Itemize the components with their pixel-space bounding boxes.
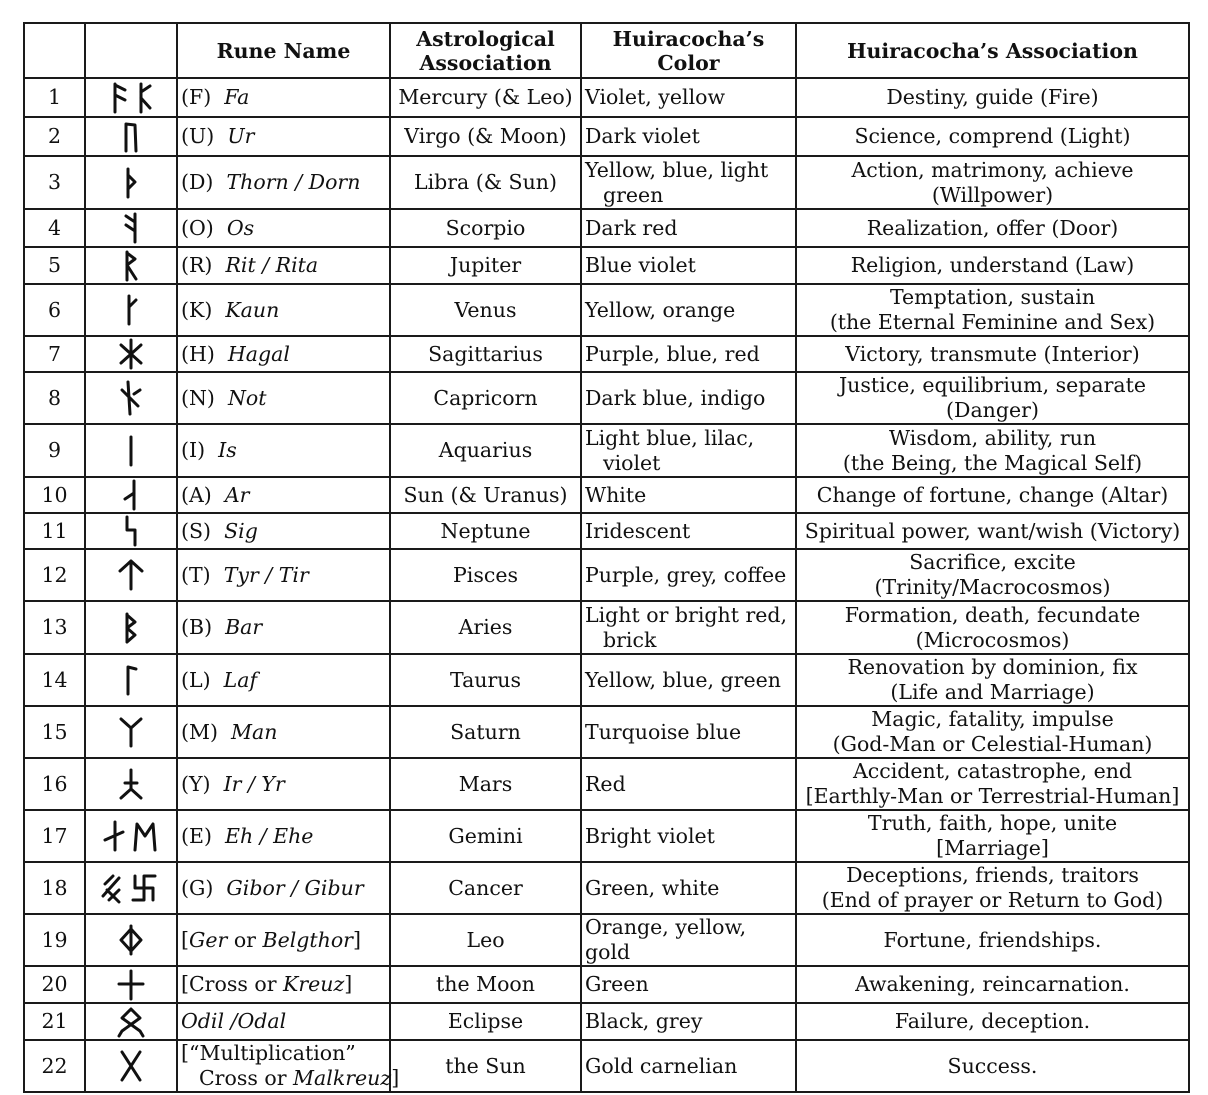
- row-number: 9: [24, 424, 85, 477]
- astrological-association: Cancer: [390, 862, 581, 914]
- rune-man-icon: [116, 715, 146, 749]
- huiracocha-color: [581, 1040, 796, 1092]
- rune-symbol-cell: [85, 247, 177, 284]
- rune-name-cell: [177, 284, 390, 336]
- rune-tyr-icon: [115, 558, 147, 592]
- rune-letter: (U): [181, 124, 215, 148]
- row-number: 20: [24, 966, 85, 1003]
- astrological-association: Scorpio: [390, 209, 581, 247]
- color-line1: Yellow, orange: [585, 297, 736, 322]
- rune-name-part: or: [227, 927, 263, 952]
- rune-name-part: ]: [344, 972, 353, 996]
- association-line2: [Earthly-Man or Terrestrial-Human]: [805, 784, 1180, 808]
- association-line2: (Life and Marriage): [890, 680, 1095, 704]
- row-number: 4: [24, 209, 85, 247]
- rune-symbol-cell: [85, 601, 177, 654]
- rune-symbol-cell: [85, 336, 177, 372]
- header-color-line2: Color: [657, 50, 720, 75]
- rune-hagal-icon: [116, 337, 146, 371]
- table-row: [24, 706, 1189, 758]
- color-line1: Bright violet: [585, 823, 715, 848]
- huiracocha-association: [796, 706, 1189, 758]
- huiracocha-association: [796, 117, 1189, 156]
- rune-name: Ur: [227, 124, 255, 148]
- rune-name: Fa: [224, 85, 250, 109]
- rune-name-cell: [177, 914, 390, 966]
- huiracocha-color: [581, 513, 796, 549]
- table-row: [24, 966, 1189, 1003]
- color-line1: Violet, yellow: [585, 85, 726, 109]
- rune-name-part: Malkreuz: [293, 1066, 392, 1090]
- color-line1: Dark violet: [585, 124, 700, 148]
- rune-name-cell: [177, 247, 390, 284]
- association-line2: (the Being, the Magical Self): [842, 450, 1143, 475]
- rune-malkreuz-icon: [116, 1049, 146, 1083]
- rune-symbol-cell: [85, 78, 177, 117]
- astrological-association: Libra (& Sun): [390, 156, 581, 209]
- rune-name-part: Kreuz: [283, 972, 345, 996]
- rune-symbol-cell: [85, 706, 177, 758]
- rune-table: [23, 22, 1190, 1093]
- header-color: [581, 23, 796, 78]
- color-line2: green: [603, 182, 664, 207]
- rune-symbol-cell: [85, 477, 177, 513]
- row-number: 21: [24, 1003, 85, 1040]
- huiracocha-color: [581, 966, 796, 1003]
- row-number: 14: [24, 654, 85, 706]
- rune-letter: (D): [181, 170, 214, 194]
- rune-name: Rit / Rita: [225, 253, 319, 277]
- association-line1: Accident, catastrophe, end: [852, 759, 1133, 783]
- table-row: [24, 601, 1189, 654]
- huiracocha-association: [796, 1003, 1189, 1040]
- astrological-association: Leo: [390, 914, 581, 966]
- color-line1: Green, white: [585, 875, 720, 900]
- rune-symbol-cell: [85, 156, 177, 209]
- rune-symbol-cell: [85, 424, 177, 477]
- huiracocha-association: [796, 336, 1189, 372]
- rune-symbol-cell: [85, 549, 177, 601]
- astrological-association: the Sun: [390, 1040, 581, 1092]
- rune-name-cell: [177, 372, 390, 424]
- rune-name-line2: [181, 1066, 400, 1091]
- rune-is-icon: [119, 434, 143, 468]
- rune-name-cell: [177, 601, 390, 654]
- header-num: [24, 23, 85, 78]
- rune-name-cell: [177, 1040, 400, 1092]
- rune-name: Laf: [223, 667, 258, 692]
- rune-name: Ir / Yr: [223, 771, 285, 796]
- rune-name-cell: [177, 78, 390, 117]
- header-symbol: [85, 23, 177, 78]
- association-line1: Action, matrimony, achieve: [851, 157, 1134, 182]
- association-line2: (Microcosmos): [915, 627, 1070, 652]
- rune-name: Eh / Ehe: [225, 823, 314, 848]
- rune-letter: (F): [181, 85, 212, 109]
- huiracocha-association: [796, 424, 1189, 477]
- row-number: 12: [24, 549, 85, 601]
- huiracocha-color: [581, 758, 796, 810]
- huiracocha-color: [581, 654, 796, 706]
- rune-eh-icon: [99, 818, 163, 854]
- astrological-association: the Moon: [390, 966, 581, 1003]
- color-line1: Iridescent: [585, 518, 691, 543]
- astrological-association: Pisces: [390, 549, 581, 601]
- row-number: 16: [24, 758, 85, 810]
- rune-kaun-icon: [119, 293, 143, 327]
- astrological-association: Neptune: [390, 513, 581, 549]
- astrological-association: Virgo (& Moon): [390, 117, 581, 156]
- association-line2: (End of prayer or Return to God): [821, 888, 1164, 912]
- rune-name-cell: [177, 758, 390, 810]
- association-line1: Spiritual power, want/wish (Victory): [804, 518, 1181, 543]
- rune-letter: (G): [181, 875, 214, 900]
- association-line1: Justice, equilibrium, separate: [838, 373, 1147, 397]
- color-line1: Purple, blue, red: [585, 341, 760, 366]
- huiracocha-color: [581, 336, 796, 372]
- color-line1: Black, grey: [585, 1009, 703, 1033]
- rune-symbol-cell: [85, 284, 177, 336]
- rune-letter: (S): [181, 518, 212, 543]
- header-row: [24, 23, 1189, 78]
- astrological-association: Taurus: [390, 654, 581, 706]
- huiracocha-color: [581, 156, 796, 209]
- huiracocha-association: [796, 914, 1189, 966]
- rune-rit-icon: [119, 249, 143, 283]
- color-line1: Light or bright red,: [585, 602, 788, 627]
- astrological-association: Saturn: [390, 706, 581, 758]
- rune-name: Man: [231, 719, 278, 744]
- rune-name: Ar: [224, 482, 250, 507]
- huiracocha-association: [796, 284, 1189, 336]
- rune-os-icon: [119, 211, 143, 245]
- color-line1: Blue violet: [585, 253, 696, 277]
- rune-name: Sig: [224, 518, 258, 543]
- rune-name-cell: [177, 209, 390, 247]
- table-row: [24, 117, 1189, 156]
- rune-ur-icon: [119, 120, 143, 154]
- table-row: [24, 549, 1189, 601]
- table-row: [24, 1040, 1189, 1092]
- association-line1: Victory, transmute (Interior): [845, 341, 1140, 366]
- table-row: [24, 1003, 1189, 1040]
- rune-letter: (L): [181, 667, 211, 692]
- huiracocha-color: [581, 117, 796, 156]
- association-line1: Magic, fatality, impulse: [871, 707, 1114, 731]
- rune-laf-icon: [119, 663, 143, 697]
- rune-symbol-cell: [85, 862, 177, 914]
- rune-name-cell: [177, 156, 390, 209]
- association-line1: Deceptions, friends, traitors: [846, 863, 1139, 887]
- association-line1: Temptation, sustain: [889, 285, 1096, 309]
- huiracocha-color: [581, 862, 796, 914]
- astrological-association: Venus: [390, 284, 581, 336]
- astrological-association: Mercury (& Leo): [390, 78, 581, 117]
- table-row: [24, 372, 1189, 424]
- rune-ger-icon: [116, 923, 146, 957]
- rune-name-cell: [177, 549, 390, 601]
- rune-symbol-cell: [85, 966, 177, 1003]
- association-line1: Destiny, guide (Fire): [886, 85, 1099, 109]
- astrological-association: Mars: [390, 758, 581, 810]
- huiracocha-association: [796, 209, 1189, 247]
- huiracocha-association: [796, 1040, 1189, 1092]
- rune-bar-icon: [119, 611, 143, 645]
- rune-name-cell: [177, 117, 390, 156]
- row-number: 8: [24, 372, 85, 424]
- rune-name: Thorn / Dorn: [226, 170, 361, 194]
- huiracocha-association: [796, 810, 1189, 862]
- association-line1: Religion, understand (Law): [850, 253, 1135, 277]
- rune-symbol-cell: [85, 654, 177, 706]
- huiracocha-color: [581, 810, 796, 862]
- huiracocha-association: [796, 654, 1189, 706]
- table-row: [24, 477, 1189, 513]
- color-line1: Yellow, blue, light: [585, 157, 769, 182]
- rune-name-part: [Cross or: [181, 972, 284, 996]
- huiracocha-association: [796, 372, 1189, 424]
- astrological-association: Jupiter: [390, 247, 581, 284]
- association-line1: Realization, offer (Door): [866, 215, 1119, 240]
- table-row: [24, 758, 1189, 810]
- rune-name: Not: [227, 385, 267, 410]
- rune-letter: (N): [181, 385, 215, 410]
- association-line2: [Marriage]: [936, 836, 1049, 860]
- rune-letter: (R): [181, 253, 213, 277]
- huiracocha-color: [581, 477, 796, 513]
- huiracocha-association: [796, 549, 1189, 601]
- rune-name-part: Ger: [189, 927, 228, 952]
- row-number: 18: [24, 862, 85, 914]
- association-line2: (the Eternal Feminine and Sex): [829, 310, 1156, 334]
- rune-odal-icon: [116, 1005, 146, 1039]
- association-line1: Awakening, reincarnation.: [855, 972, 1130, 996]
- association-line1: Sacrifice, excite: [909, 550, 1076, 574]
- row-number: 1: [24, 78, 85, 117]
- association-line1: Science, comprend (Light): [854, 124, 1131, 148]
- rune-name: Bar: [225, 615, 263, 639]
- rune-name: Gibor / Gibur: [226, 875, 364, 900]
- huiracocha-color: [581, 549, 796, 601]
- association-line1: Truth, faith, hope, unite: [867, 811, 1118, 835]
- table-row: [24, 862, 1189, 914]
- huiracocha-color: [581, 424, 796, 477]
- rune-letter: (K): [181, 297, 213, 322]
- row-number: 13: [24, 601, 85, 654]
- rune-name-part: ]: [352, 927, 361, 952]
- rune-ar-icon: [119, 478, 143, 512]
- rune-symbol-cell: [85, 914, 177, 966]
- row-number: 2: [24, 117, 85, 156]
- association-line1: Renovation by dominion, fix: [847, 655, 1138, 679]
- rune-symbol-cell: [85, 1040, 177, 1092]
- row-number: 11: [24, 513, 85, 549]
- color-line1: Dark red: [585, 215, 678, 240]
- rune-letter: (B): [181, 615, 213, 639]
- rune-letter: (M): [181, 719, 218, 744]
- huiracocha-color: [581, 284, 796, 336]
- row-number: 7: [24, 336, 85, 372]
- color-line1: Gold carnelian: [585, 1053, 738, 1078]
- rune-name: Hagal: [227, 341, 290, 366]
- rune-symbol-cell: [85, 209, 177, 247]
- rune-name: Tyr / Tir: [223, 562, 309, 587]
- row-number: 15: [24, 706, 85, 758]
- astrological-association: Sun (& Uranus): [390, 477, 581, 513]
- huiracocha-color: [581, 706, 796, 758]
- astrological-association: Gemini: [390, 810, 581, 862]
- rune-name-cell: [177, 862, 390, 914]
- association-line2: (God-Man or Celestial-Human): [832, 732, 1153, 756]
- rune-name-cell: [177, 477, 390, 513]
- rune-name: Is: [218, 438, 237, 462]
- association-line1: Success.: [947, 1053, 1038, 1078]
- row-number: 5: [24, 247, 85, 284]
- huiracocha-association: [796, 966, 1189, 1003]
- huiracocha-association: [796, 78, 1189, 117]
- rune-gibor-icon: [99, 870, 163, 906]
- rune-name-part: ]: [391, 1066, 400, 1090]
- rune-name-cell: [177, 1003, 390, 1040]
- header-color-line1: Huiracocha’s: [612, 26, 765, 51]
- header-astro-line2: Association: [419, 50, 552, 75]
- rune-not-icon: [116, 380, 146, 416]
- rune-sig-icon: [119, 514, 143, 548]
- association-line2: (Danger): [946, 398, 1039, 422]
- huiracocha-association: [796, 601, 1189, 654]
- huiracocha-association: [796, 477, 1189, 513]
- color-line1: Green: [585, 972, 649, 996]
- header-rune-name: Rune Name: [177, 23, 390, 78]
- association-line1: Fortune, friendships.: [883, 927, 1102, 952]
- association-line1: Wisdom, ability, run: [888, 425, 1097, 450]
- huiracocha-color: [581, 247, 796, 284]
- rune-name-cell: [177, 810, 390, 862]
- rune-name-cell: [177, 336, 390, 372]
- rune-name-part: Cross or: [199, 1066, 294, 1090]
- rune-symbol-cell: [85, 117, 177, 156]
- rune-name: Os: [226, 215, 255, 240]
- huiracocha-color: [581, 372, 796, 424]
- astrological-association: Aquarius: [390, 424, 581, 477]
- rune-name-cell: [177, 424, 390, 477]
- rune-yr-icon: [116, 767, 146, 801]
- row-number: 19: [24, 914, 85, 966]
- rune-name-part: Odil /Odal: [181, 1009, 287, 1033]
- table-row: [24, 914, 1189, 966]
- table-row: [24, 209, 1189, 247]
- association-line2: (Trinity/Macrocosmos): [874, 575, 1111, 599]
- rune-cross-icon: [115, 968, 147, 1002]
- huiracocha-color: [581, 601, 796, 654]
- table-row: [24, 284, 1189, 336]
- table-row: [24, 336, 1189, 372]
- row-number: 22: [24, 1040, 85, 1092]
- header-astrological: [390, 23, 581, 78]
- table-row: [24, 513, 1189, 549]
- rune-name-line1: [“Multiplication”: [181, 1041, 356, 1065]
- association-line1: Formation, death, fecundate: [844, 602, 1141, 627]
- association-line2: (Willpower): [931, 182, 1054, 207]
- rune-thorn-icon: [119, 166, 143, 200]
- rune-symbol-cell: [85, 1003, 177, 1040]
- association-line1: Failure, deception.: [894, 1009, 1091, 1033]
- rune-fa-icon: [103, 81, 159, 115]
- rune-name-part: [: [181, 927, 189, 952]
- huiracocha-association: [796, 247, 1189, 284]
- row-number: 6: [24, 284, 85, 336]
- rune-letter: (H): [181, 341, 215, 366]
- color-line2: brick: [603, 627, 657, 652]
- huiracocha-color: [581, 209, 796, 247]
- table-row: [24, 78, 1189, 117]
- row-number: 3: [24, 156, 85, 209]
- astrological-association: Capricorn: [390, 372, 581, 424]
- color-line1: Turquoise blue: [585, 719, 742, 744]
- table-row: [24, 654, 1189, 706]
- rune-letter: (Y): [181, 771, 211, 796]
- rune-name-cell: [177, 513, 390, 549]
- rune-name: Kaun: [225, 297, 280, 322]
- astrological-association: Aries: [390, 601, 581, 654]
- association-line1: Change of fortune, change (Altar): [816, 482, 1169, 507]
- color-line2: violet: [603, 450, 661, 475]
- astrological-association: Sagittarius: [390, 336, 581, 372]
- rune-symbol-cell: [85, 810, 177, 862]
- astrological-association: Eclipse: [390, 1003, 581, 1040]
- rune-letter: (E): [181, 823, 212, 848]
- color-line1: Yellow, blue, green: [585, 667, 781, 692]
- huiracocha-association: [796, 513, 1189, 549]
- table-row: [24, 810, 1189, 862]
- rune-name-cell: [177, 706, 390, 758]
- rune-letter: (T): [181, 562, 211, 587]
- rune-symbol-cell: [85, 372, 177, 424]
- huiracocha-color: [581, 78, 796, 117]
- color-line1: Dark blue, indigo: [585, 385, 766, 410]
- rune-letter: (A): [181, 482, 212, 507]
- table-row: [24, 247, 1189, 284]
- table-row: [24, 156, 1189, 209]
- color-line1: White: [585, 482, 647, 507]
- row-number: 10: [24, 477, 85, 513]
- row-number: 17: [24, 810, 85, 862]
- header-association: Huiracocha’s Association: [796, 23, 1189, 78]
- huiracocha-association: [796, 156, 1189, 209]
- color-line1: Red: [585, 771, 626, 796]
- rune-name-part: Belgthor: [262, 927, 353, 952]
- huiracocha-association: [796, 862, 1189, 914]
- huiracocha-association: [796, 758, 1189, 810]
- rune-letter: (I): [181, 438, 206, 462]
- huiracocha-color: [581, 914, 796, 966]
- rune-name-cell: [177, 654, 390, 706]
- color-line1: Orange, yellow, gold: [585, 915, 747, 964]
- rune-symbol-cell: [85, 513, 177, 549]
- rune-symbol-cell: [85, 758, 177, 810]
- huiracocha-color: [581, 1003, 796, 1040]
- table-row: [24, 424, 1189, 477]
- rune-name-cell: [177, 966, 390, 1003]
- rune-letter: (O): [181, 215, 214, 240]
- color-line1: Purple, grey, coffee: [585, 562, 787, 587]
- header-astro-line1: Astrological: [416, 26, 555, 51]
- color-line1: Light blue, lilac,: [585, 425, 755, 450]
